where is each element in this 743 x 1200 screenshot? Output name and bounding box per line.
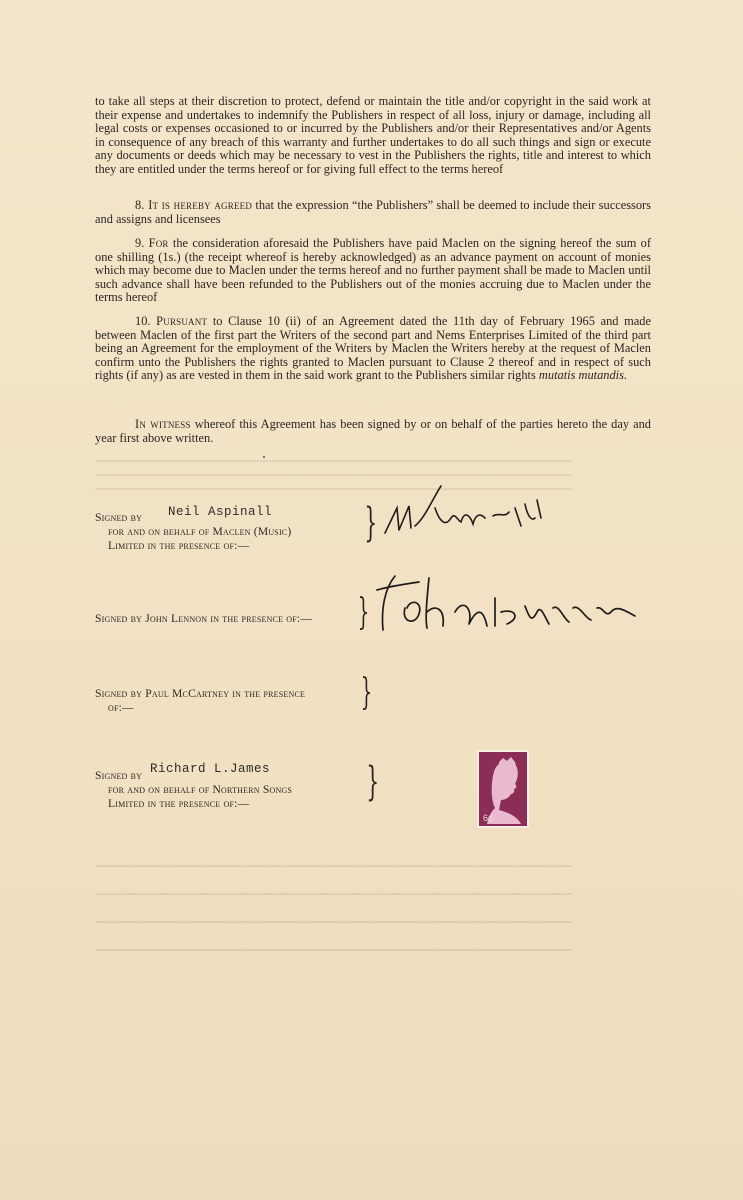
clause-9-lead: For	[148, 236, 169, 250]
clause-10-number: 10.	[135, 314, 157, 328]
clause-continuation-text: to take all steps at their discretion to protect, defend or maintain the title and/or copyright in the said work at their expense and undertakes to indemnify the Publishers in respect of all loss, injury or damage, including all legal costs or expenses occasioned to or incurred by the Publishers and/or their Representatives and/or Agents in consequence of any breach of this warranty and further undertakes to do all such things and sign or execute any documents or deeds which may be necessary to vest in the Publishers the rights, title and interest to which they are entitled under the terms hereof or for giving full effect to the terms hereof	[95, 94, 651, 176]
clause-8	[95, 199, 651, 226]
brace-4: }	[366, 759, 380, 805]
brace-2: }	[357, 592, 370, 633]
clause-9	[95, 237, 651, 305]
northern-songs-presence-line: Limited in the presence of:—	[108, 797, 250, 810]
witness-text: whereof this Agreement has been signed by or on behalf of the parties hereto the day and year first above written.	[95, 417, 651, 445]
signed-by-label-2: Signed by	[95, 769, 143, 782]
clause-9-number: 9.	[135, 236, 149, 250]
clause-10	[95, 315, 651, 383]
postage-stamp	[477, 750, 529, 828]
paul-mccartney-presence-line: Signed by Paul McCartney in the presence	[95, 687, 306, 700]
clause-10-italic: mutatis mutandis.	[538, 368, 628, 383]
clause-9-text: the consideration aforesaid the Publishers have paid Maclen on the signing hereof the sum of one shilling (1s.) (the receipt whereof is hereby acknowledged) as an advance payment on account of monies which may become due to Maclen under the terms hereof and no further payment shall be made to Maclen until such advance shall have been refunded to the Publishers out of the monies accruing due to Maclen under the terms hereof	[95, 236, 651, 305]
signed-by-label: Signed by	[95, 511, 143, 524]
john-lennon-signature-image	[365, 568, 655, 648]
paul-mccartney-of-line: of:—	[108, 701, 134, 714]
clause-10-lead: Pursuant	[156, 314, 208, 328]
typed-name-neil-aspinall: Neil Aspinall	[168, 505, 273, 519]
witness-lead: In witness	[135, 417, 191, 431]
stamp-value: 6d	[483, 813, 494, 823]
brace-1: }	[364, 500, 378, 546]
brace-3: }	[360, 672, 373, 713]
typed-name-richard-james: Richard L.James	[150, 762, 271, 776]
maclen-presence-line: Limited in the presence of:—	[108, 539, 250, 552]
witness-clause	[95, 418, 651, 445]
ink-dot	[263, 456, 265, 458]
neil-aspinall-signature-image	[375, 478, 555, 548]
clause-continuation	[95, 95, 651, 177]
clause-10-text: to Clause 10 (ii) of an Agreement dated the 11th day of February 1965 and made between Maclen of the first part the Writers of the second part and Nems Enterprises Limited of the third part being an Agreement for the employment of the Writers by Maclen the Writers hereby at the request of Maclen confirm unto the Publishers the rights granted to Maclen pursuant to Clause 2 thereof and in respect of such rights (if any) as are vested in them in the said work grant to the Publishers similar rights	[95, 314, 651, 383]
stamp-portrait-area	[479, 752, 527, 826]
clause-8-text: that the expression “the Publishers” shall be deemed to include their successors and assigns and licensees	[95, 198, 651, 226]
clause-8-lead: 8. It is hereby agreed	[135, 198, 253, 212]
maclen-behalf-line: for and on behalf of Maclen (Music)	[108, 525, 292, 538]
northern-songs-behalf-line: for and on behalf of Northern Songs	[108, 783, 293, 796]
john-lennon-presence-line: Signed by John Lennon in the presence of:—	[95, 612, 313, 625]
